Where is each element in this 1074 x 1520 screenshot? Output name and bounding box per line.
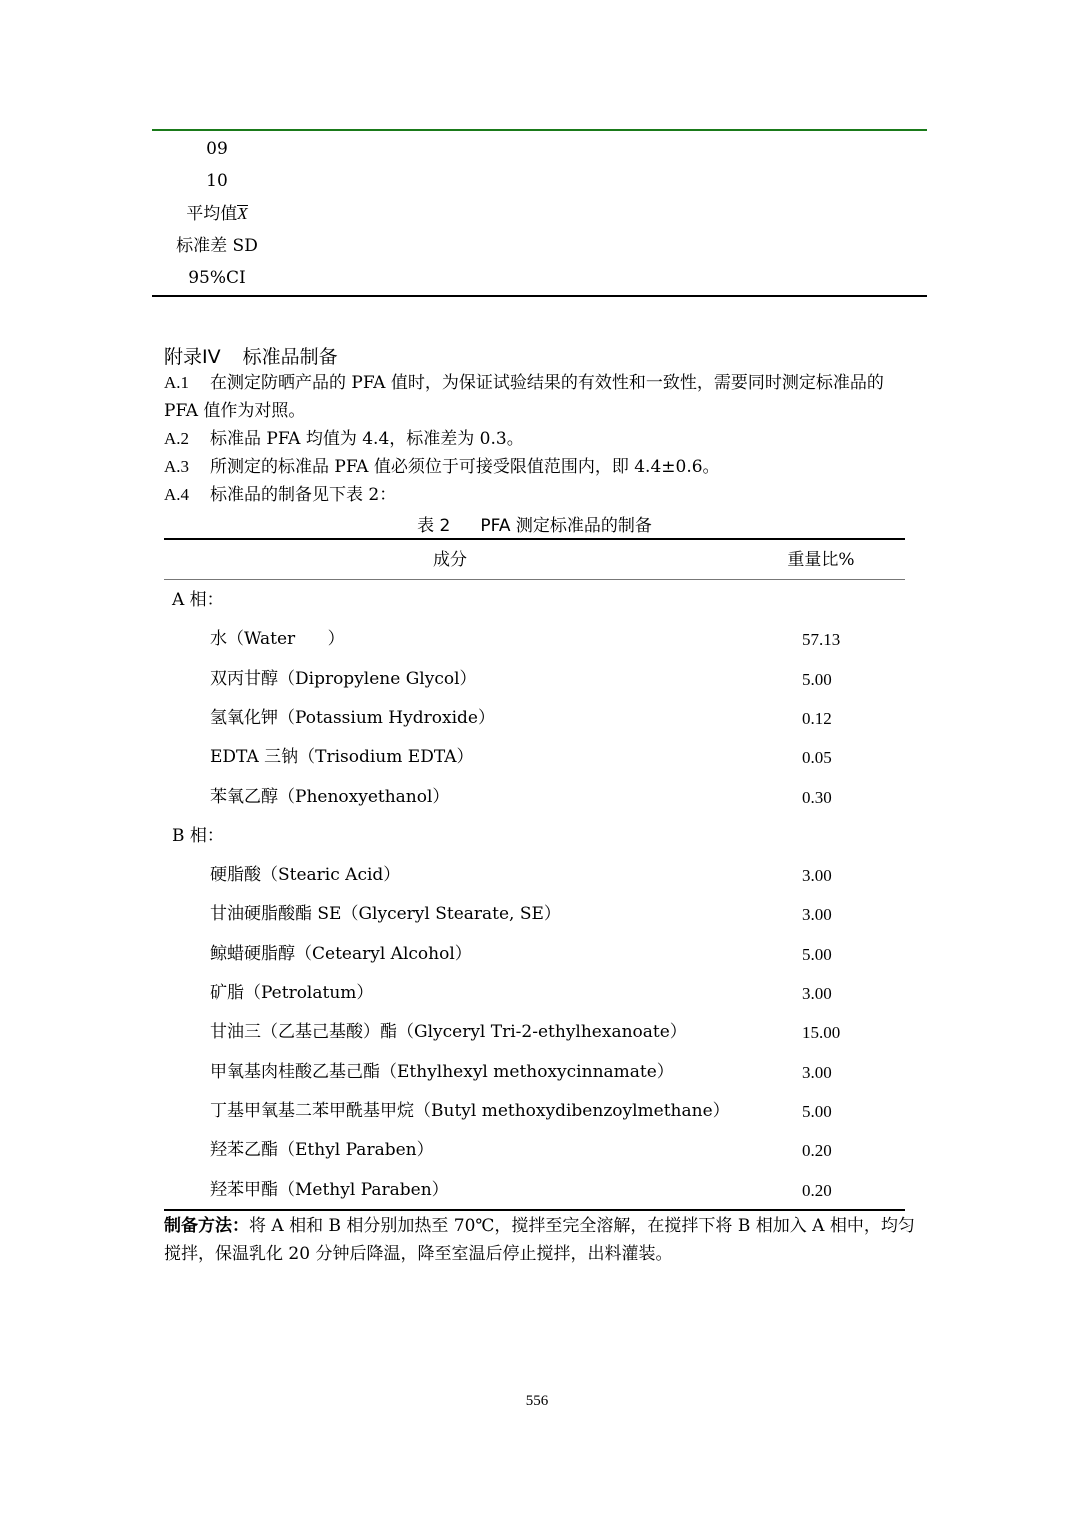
weight-percent: 0.30 bbox=[802, 787, 832, 807]
paragraph-a2 bbox=[164, 425, 914, 453]
mean-label: 平均值 bbox=[186, 204, 238, 224]
xbar-symbol: X bbox=[237, 204, 248, 223]
weight-percent: 5.00 bbox=[802, 669, 832, 689]
ingredient-name: EDTA 三钠（Trisodium EDTA） bbox=[210, 747, 474, 768]
ingredient-name: 甘油硬脂酸酯 SE（Glyceryl Stearate, SE） bbox=[210, 904, 561, 925]
para-text: 所测定的标准品 PFA 值必须位于可接受限值范围内，即 4.4±0.6。 bbox=[210, 457, 720, 477]
ingredient-name: 丁基甲氧基二苯甲酰基甲烷（Butyl methoxydibenzoylmethane） bbox=[210, 1100, 730, 1121]
method-label: 制备方法： bbox=[164, 1216, 249, 1236]
weight-percent: 0.20 bbox=[802, 1180, 832, 1200]
row-label: 09 bbox=[206, 139, 228, 159]
ingredient-name: 羟苯甲酯（Methyl Paraben） bbox=[210, 1179, 449, 1200]
row-label: 10 bbox=[206, 171, 228, 191]
ingredient-name: B 相： bbox=[172, 825, 224, 846]
paragraph-a3 bbox=[164, 453, 914, 481]
para-number: A.4 bbox=[164, 485, 190, 504]
ingredient-name: 苯氧乙醇（Phenoxyethanol） bbox=[210, 786, 450, 807]
weight-percent: 5.00 bbox=[802, 1101, 832, 1121]
green-top-rule bbox=[152, 129, 927, 131]
appendix-heading bbox=[164, 342, 338, 369]
table-row bbox=[164, 1171, 905, 1210]
table-row bbox=[164, 935, 905, 974]
table-row bbox=[152, 198, 927, 231]
ingredient-name: 硬脂酸（Stearic Acid） bbox=[210, 865, 401, 886]
table-header-rule bbox=[164, 579, 905, 580]
row-label-mean bbox=[152, 198, 282, 231]
para-text: 在测定防晒产品的 PFA 值时，为保证试验结果的有效性和一致性，需要同时测定标准品的 PFA 值作为对照。 bbox=[164, 373, 884, 421]
ingredient-name: 鲸蜡硬脂醇（Cetearyl Alcohol） bbox=[210, 943, 472, 964]
ingredient-name: 矿脂（Petrolatum） bbox=[210, 983, 374, 1003]
column-header-weight: 重量比% bbox=[787, 550, 855, 570]
weight-percent: 3.00 bbox=[802, 1062, 832, 1082]
para-number: A.3 bbox=[164, 457, 190, 476]
table-row bbox=[164, 1013, 905, 1052]
ingredient-name: A 相： bbox=[172, 590, 224, 610]
phase-heading-row bbox=[164, 817, 905, 856]
table-row bbox=[152, 262, 927, 295]
preparation-method bbox=[164, 1212, 916, 1268]
caption-number: 表 2 bbox=[417, 516, 451, 536]
weight-percent: 3.00 bbox=[802, 866, 832, 886]
weight-percent: 0.20 bbox=[802, 1141, 832, 1161]
para-text: 标准品的制备见下表 2： bbox=[210, 485, 397, 505]
phase-heading-row bbox=[164, 581, 905, 620]
weight-percent: 57.13 bbox=[802, 630, 841, 650]
table-bottom-rule bbox=[152, 295, 927, 297]
table-row bbox=[164, 660, 905, 699]
weight-percent: 5.00 bbox=[802, 944, 832, 964]
table-row bbox=[164, 778, 905, 817]
table-caption bbox=[164, 511, 905, 536]
table-row bbox=[164, 895, 905, 934]
caption-title: PFA 测定标准品的制备 bbox=[480, 516, 652, 536]
appendix-label: 附录IV bbox=[164, 346, 221, 368]
table-row bbox=[152, 165, 927, 198]
table-bottom-rule-2 bbox=[164, 1209, 905, 1211]
paragraph-a1 bbox=[164, 369, 914, 425]
table-row bbox=[164, 1092, 905, 1131]
table-row bbox=[164, 699, 905, 738]
table-row bbox=[164, 738, 905, 777]
page-number: 556 bbox=[525, 1393, 549, 1409]
row-label: 95%CI bbox=[188, 268, 246, 288]
table-row bbox=[164, 620, 905, 659]
para-number: A.2 bbox=[164, 429, 190, 448]
ingredient-name: 水（Water ） bbox=[210, 629, 345, 650]
table-row bbox=[152, 133, 927, 166]
ingredient-name: 甲氧基肉桂酸乙基己酯（Ethylhexyl methoxycinnamate） bbox=[210, 1061, 674, 1082]
ingredient-name: 双丙甘醇（Dipropylene Glycol） bbox=[210, 668, 477, 689]
table-row bbox=[152, 230, 927, 263]
table-row bbox=[164, 856, 905, 895]
ingredient-name: 羟苯乙酯（Ethyl Paraben） bbox=[210, 1140, 434, 1161]
weight-percent: 3.00 bbox=[802, 905, 832, 925]
para-number: A.1 bbox=[164, 373, 190, 392]
paragraph-a4 bbox=[164, 481, 914, 509]
method-text: 将 A 相和 B 相分别加热至 70℃，搅拌至完全溶解，在搅拌下将 B 相加入 A 相中，均匀搅拌，保温乳化 20 分钟后降温，降至室温后停止搅拌，出料灌装。 bbox=[164, 1216, 915, 1264]
ingredient-name: 氢氧化钾（Potassium Hydroxide） bbox=[210, 707, 495, 728]
weight-percent: 0.05 bbox=[802, 748, 832, 768]
ingredient-name: 甘油三（乙基己基酸）酯（Glyceryl Tri-2-ethylhexanoate） bbox=[210, 1022, 687, 1043]
weight-percent: 15.00 bbox=[802, 1023, 841, 1043]
row-label: 标准差 SD bbox=[176, 236, 258, 256]
table-top-rule bbox=[164, 538, 905, 540]
table-row bbox=[164, 974, 905, 1013]
weight-percent: 3.00 bbox=[802, 984, 832, 1003]
para-text: 标准品 PFA 均值为 4.4，标准差为 0.3。 bbox=[210, 429, 524, 449]
appendix-title: 标准品制备 bbox=[242, 346, 338, 368]
column-header-component: 成分 bbox=[433, 550, 467, 570]
weight-percent: 0.12 bbox=[802, 708, 832, 728]
table-row bbox=[164, 1131, 905, 1170]
table-row bbox=[164, 1053, 905, 1092]
